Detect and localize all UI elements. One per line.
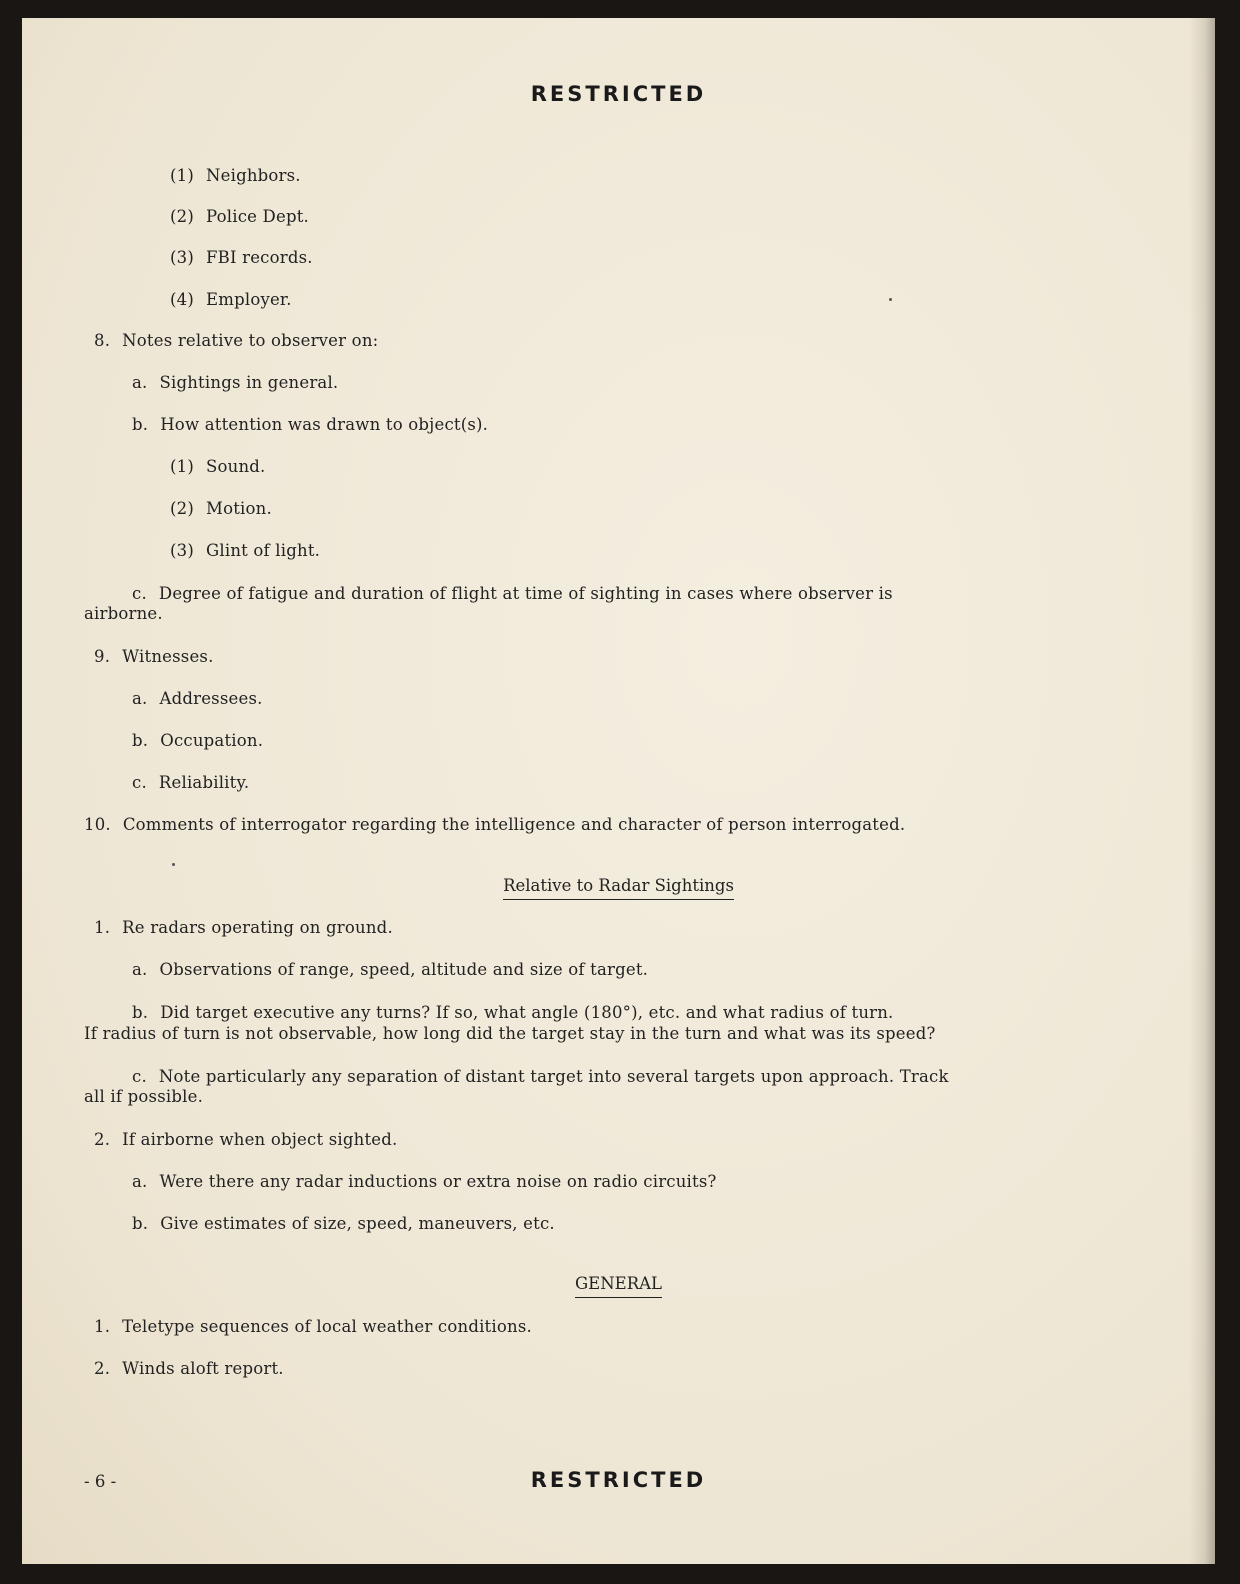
list-item: (4) Employer. — [170, 290, 292, 309]
list-item: (1) Sound. — [170, 457, 266, 476]
section-heading-radar: Relative to Radar Sightings — [22, 876, 1215, 895]
page-edge-shadow — [1189, 18, 1215, 1564]
list-item: b. How attention was drawn to object(s). — [132, 415, 489, 434]
list-item: 10. Comments of interrogator regarding the intelligence and character of person interrogated. — [84, 815, 906, 834]
list-item: b. Did target executive any turns? If so, what angle (180°), etc. and what radius of turn. — [132, 1003, 894, 1022]
section-heading-general: GENERAL — [22, 1274, 1215, 1293]
list-item: a. Observations of range, speed, altitude and size of target. — [132, 960, 649, 979]
ink-speck — [889, 298, 892, 301]
list-item: (1) Neighbors. — [170, 166, 301, 185]
list-item: c. Note particularly any separation of distant target into several targets upon approach. Track — [132, 1067, 949, 1086]
list-item: 1. Teletype sequences of local weather conditions. — [94, 1317, 532, 1336]
list-item: (3) Glint of light. — [170, 541, 321, 560]
list-item-continuation: airborne. — [84, 604, 163, 623]
list-item: c. Reliability. — [132, 773, 250, 792]
page-number: - 6 - — [84, 1472, 117, 1491]
list-item: a. Addressees. — [132, 689, 263, 708]
list-item: a. Were there any radar inductions or extra noise on radio circuits? — [132, 1172, 717, 1191]
list-item: 1. Re radars operating on ground. — [94, 918, 393, 937]
list-item: c. Degree of fatigue and duration of flight at time of sighting in cases where observer is — [132, 584, 893, 603]
ink-speck — [172, 863, 175, 866]
footer-stamp: RESTRICTED — [530, 1468, 707, 1492]
list-item: 9. Witnesses. — [94, 647, 214, 666]
list-item-continuation: all if possible. — [84, 1087, 204, 1106]
list-item: 2. If airborne when object sighted. — [94, 1130, 398, 1149]
list-item: (3) FBI records. — [170, 248, 313, 267]
list-item: 2. Winds aloft report. — [94, 1359, 284, 1378]
list-item: (2) Police Dept. — [170, 207, 309, 226]
list-item: b. Occupation. — [132, 731, 264, 750]
list-item-continuation: If radius of turn is not observable, how long did the target stay in the turn and what was its speed? — [84, 1024, 936, 1043]
list-item: 8. Notes relative to observer on: — [94, 331, 379, 350]
list-item: b. Give estimates of size, speed, maneuvers, etc. — [132, 1214, 555, 1233]
header-stamp: RESTRICTED — [530, 82, 707, 106]
list-item: (2) Motion. — [170, 499, 272, 518]
list-item: a. Sightings in general. — [132, 373, 339, 392]
document-page — [22, 18, 1215, 1564]
